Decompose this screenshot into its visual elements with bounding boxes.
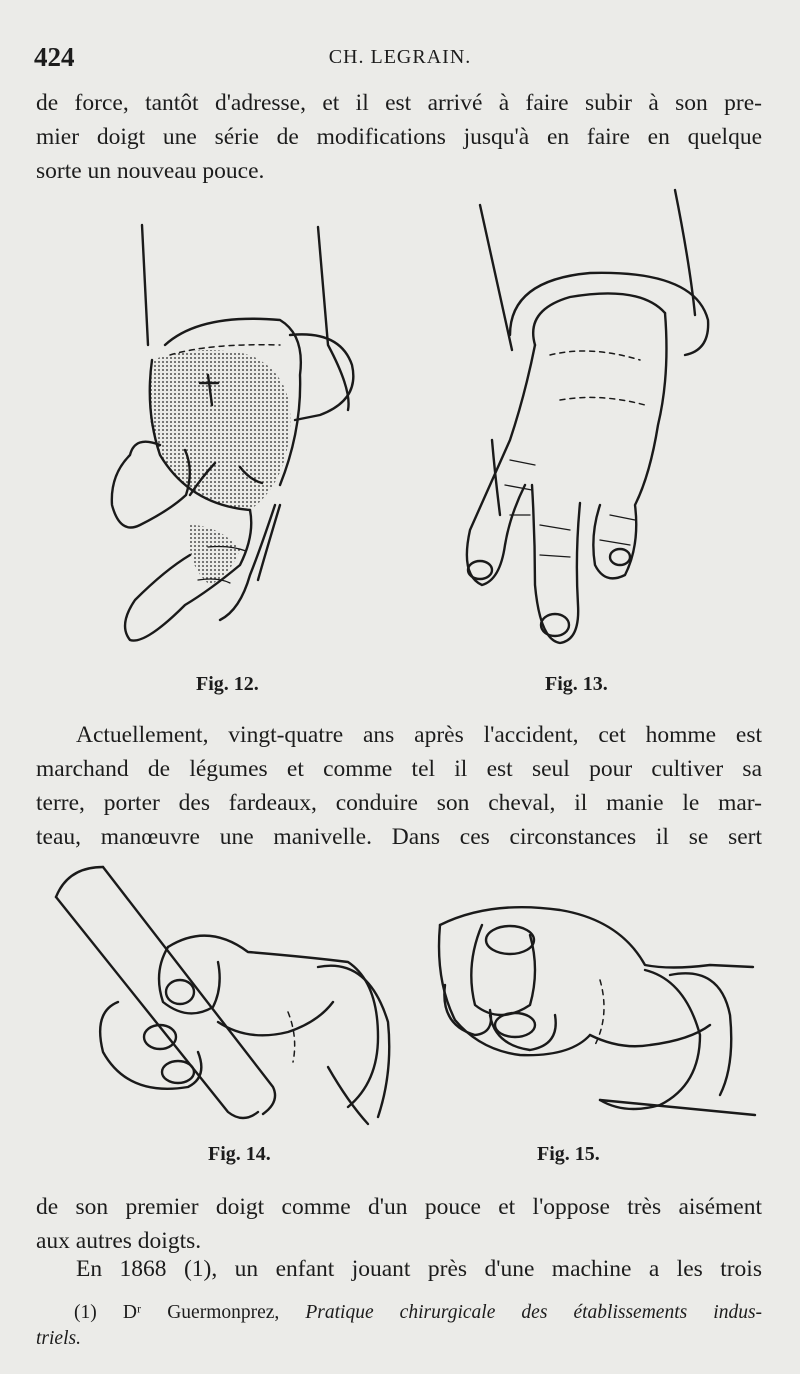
paragraph-4	[36, 1252, 762, 1286]
figure-15-caption: Fig. 15.	[537, 1143, 600, 1165]
text-line: Actuellement, vingt-quatre ans après l'accident, cet homme est	[76, 722, 762, 748]
paragraph-2	[36, 718, 762, 854]
figure-13-illustration	[440, 185, 740, 655]
footnote-title-cont: triels.	[36, 1328, 81, 1349]
figure-12-caption: Fig. 12.	[196, 673, 259, 695]
footnote	[36, 1300, 762, 1352]
figure-14-caption: Fig. 14.	[208, 1143, 271, 1165]
running-head: CH. LEGRAIN.	[328, 46, 472, 68]
text-line: mier doigt une série de modifications jusqu'à en faire en quelque	[36, 124, 762, 150]
text-line: teau, manœuvre une manivelle. Dans ces circonstances il se sert	[36, 824, 762, 850]
paragraph-1	[36, 86, 762, 188]
page-number: 424	[34, 42, 75, 72]
figure-14-illustration	[48, 862, 398, 1132]
text-line: terre, porter des fardeaux, conduire son cheval, il manie le mar-	[36, 790, 762, 816]
text-line: sorte un nouveau pouce.	[36, 158, 265, 184]
page-header	[34, 42, 766, 78]
text-line: marchand de légumes et comme tel il est seul pour cultiver sa	[36, 756, 762, 782]
figure-12-illustration	[90, 205, 370, 665]
paragraph-3	[36, 1190, 762, 1258]
footnote-marker: (1)	[74, 1302, 97, 1323]
figure-13-caption: Fig. 13.	[545, 673, 608, 695]
text-line: de force, tantôt d'adresse, et il est arrivé à faire subir à son pre-	[36, 90, 762, 116]
figure-15-illustration	[420, 885, 760, 1135]
text-line: aux autres doigts.	[36, 1228, 202, 1254]
footnote-author: Dʳ Guermonprez,	[122, 1302, 280, 1323]
text-line: En 1868 (1), un enfant jouant près d'une machine a les trois	[76, 1256, 762, 1282]
footnote-title: Pratique chirurgicale des établissements indus-	[305, 1302, 763, 1323]
text-line: de son premier doigt comme d'un pouce et l'oppose très aisément	[36, 1194, 762, 1220]
